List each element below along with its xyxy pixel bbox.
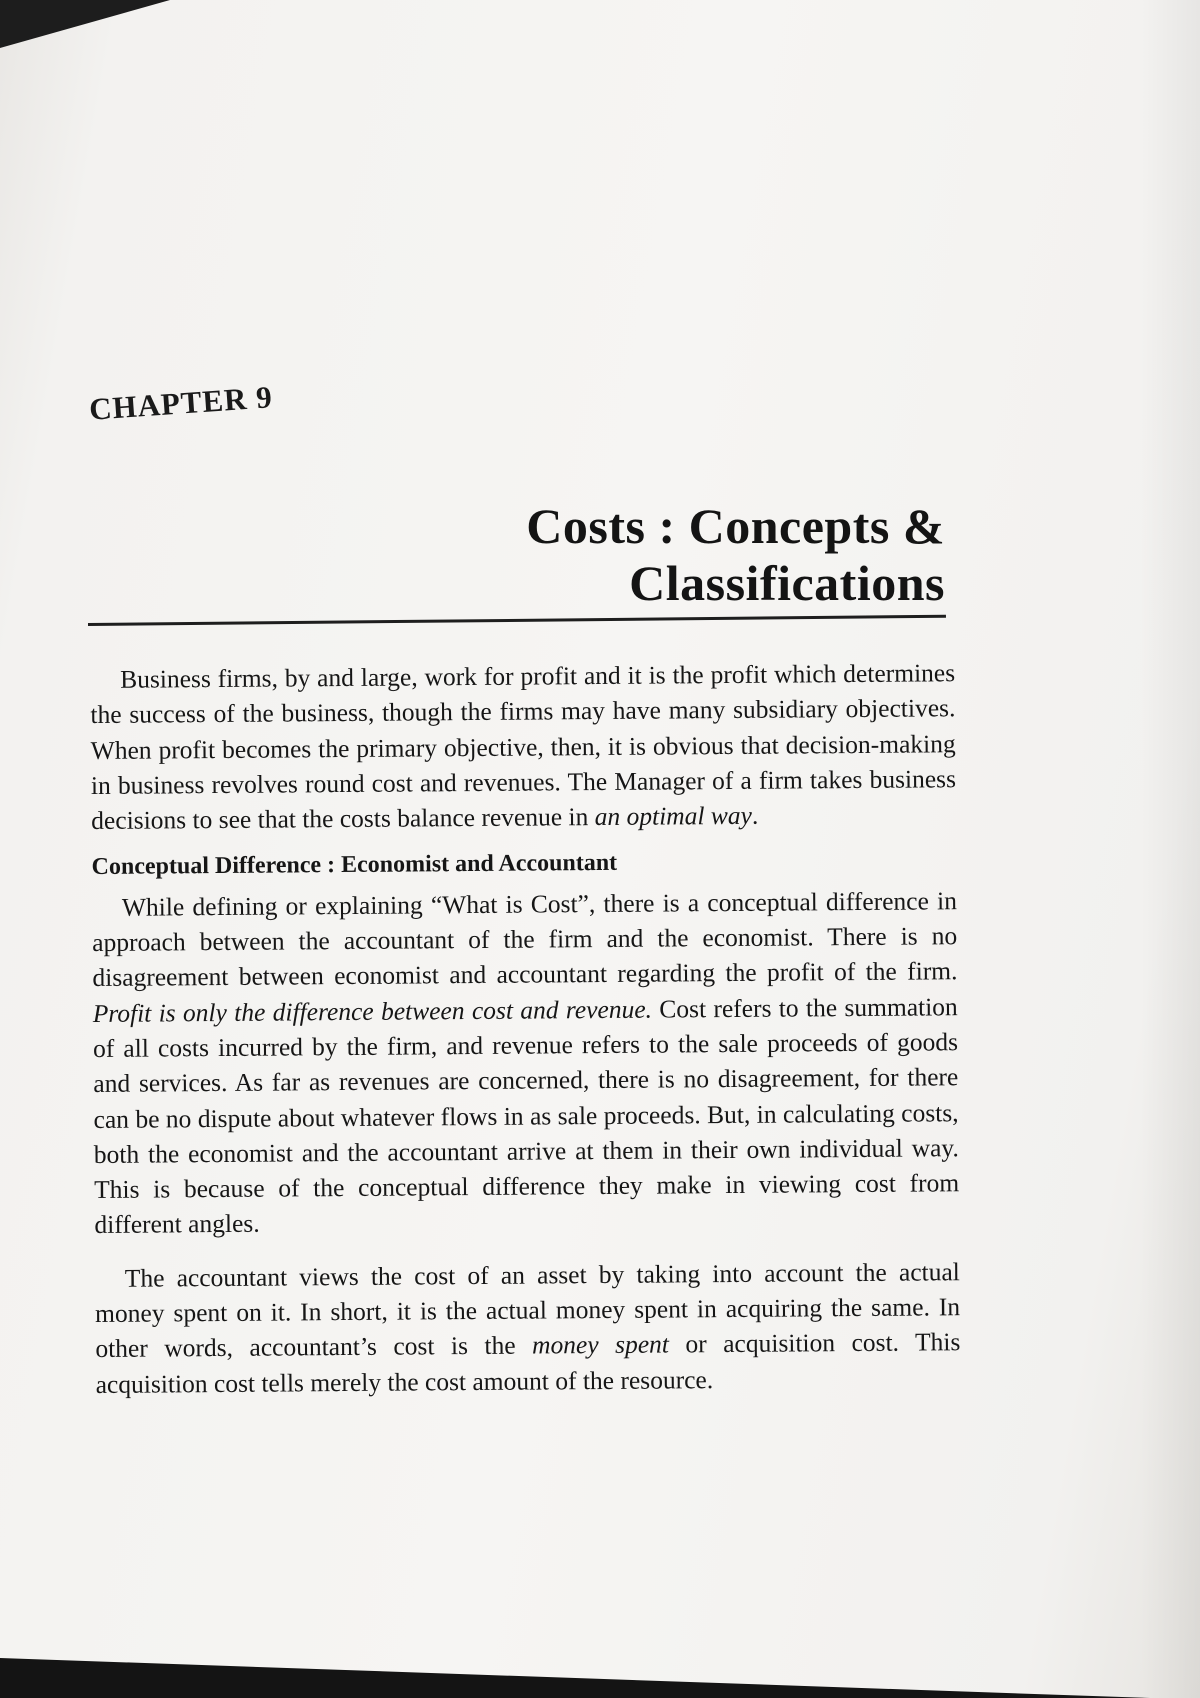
- chapter-title-line-1: Costs : Concepts &: [526, 498, 945, 554]
- paragraph-intro-italic: an optimal way: [594, 800, 753, 832]
- page-corner-shadow: [0, 0, 170, 48]
- paragraph-3-text-a: The accountant views the cost of an asset by taking into account the actual money spent on it. In short, it is the actual money spent in acquiring the same. In other words, accountant’s cost is the: [95, 1256, 961, 1364]
- chapter-title: [526, 498, 945, 612]
- paragraph-conceptual-difference: [92, 883, 960, 1243]
- chapter-title-line-2: Classifications: [629, 555, 945, 611]
- paragraph-intro: [90, 655, 956, 838]
- paragraph-intro-end: .: [751, 800, 759, 830]
- paragraph-2-italic: Profit is only the difference between cost and revenue.: [92, 994, 653, 1028]
- paragraph-3-italic: money spent: [531, 1329, 670, 1360]
- page-edge-shadow: [1140, 0, 1200, 1698]
- paragraph-accountant-view: [95, 1254, 961, 1402]
- chapter-label: CHAPTER 9: [88, 379, 274, 427]
- paragraph-2-text-a: While defining or explaining “What is Cost”, there is a conceptual difference in approach between the accountant of the firm and the economist. There is no disagreement between economist and accountant regarding the profit of the firm.: [92, 885, 958, 993]
- page-bottom-shadow: [0, 1658, 1150, 1698]
- paragraph-3-text-b: or acquisition cost. This acquisition cost tells merely the cost amount of the resource.: [95, 1327, 961, 1399]
- title-rule: [88, 615, 946, 626]
- paragraph-2-text-b: Cost refers to the summation of all costs incurred by the firm, and revenue refers to the sale proceeds of goods and services. As far as revenues are concerned, there is no disagreement, for there can be no dispute about whatever flows in as sale proceeds. But, in calculating costs, both the economist and the accountant arrive at them in their own individual way. This is because of the conceptual difference they make in viewing cost from different angles.: [92, 991, 960, 1240]
- section-heading: Conceptual Difference : Economist and Accountant: [91, 850, 618, 881]
- body-text: [90, 655, 961, 1402]
- paragraph-intro-text: Business firms, by and large, work for profit and it is the profit which determines the success of the business, though the firms may have many subsidiary objectives. When profit becomes the primary objective, then, it is obvious that decision-making in business revolves round cost and revenues. The Manager of a firm takes business decisions to see that the costs balance revenue in: [90, 658, 957, 836]
